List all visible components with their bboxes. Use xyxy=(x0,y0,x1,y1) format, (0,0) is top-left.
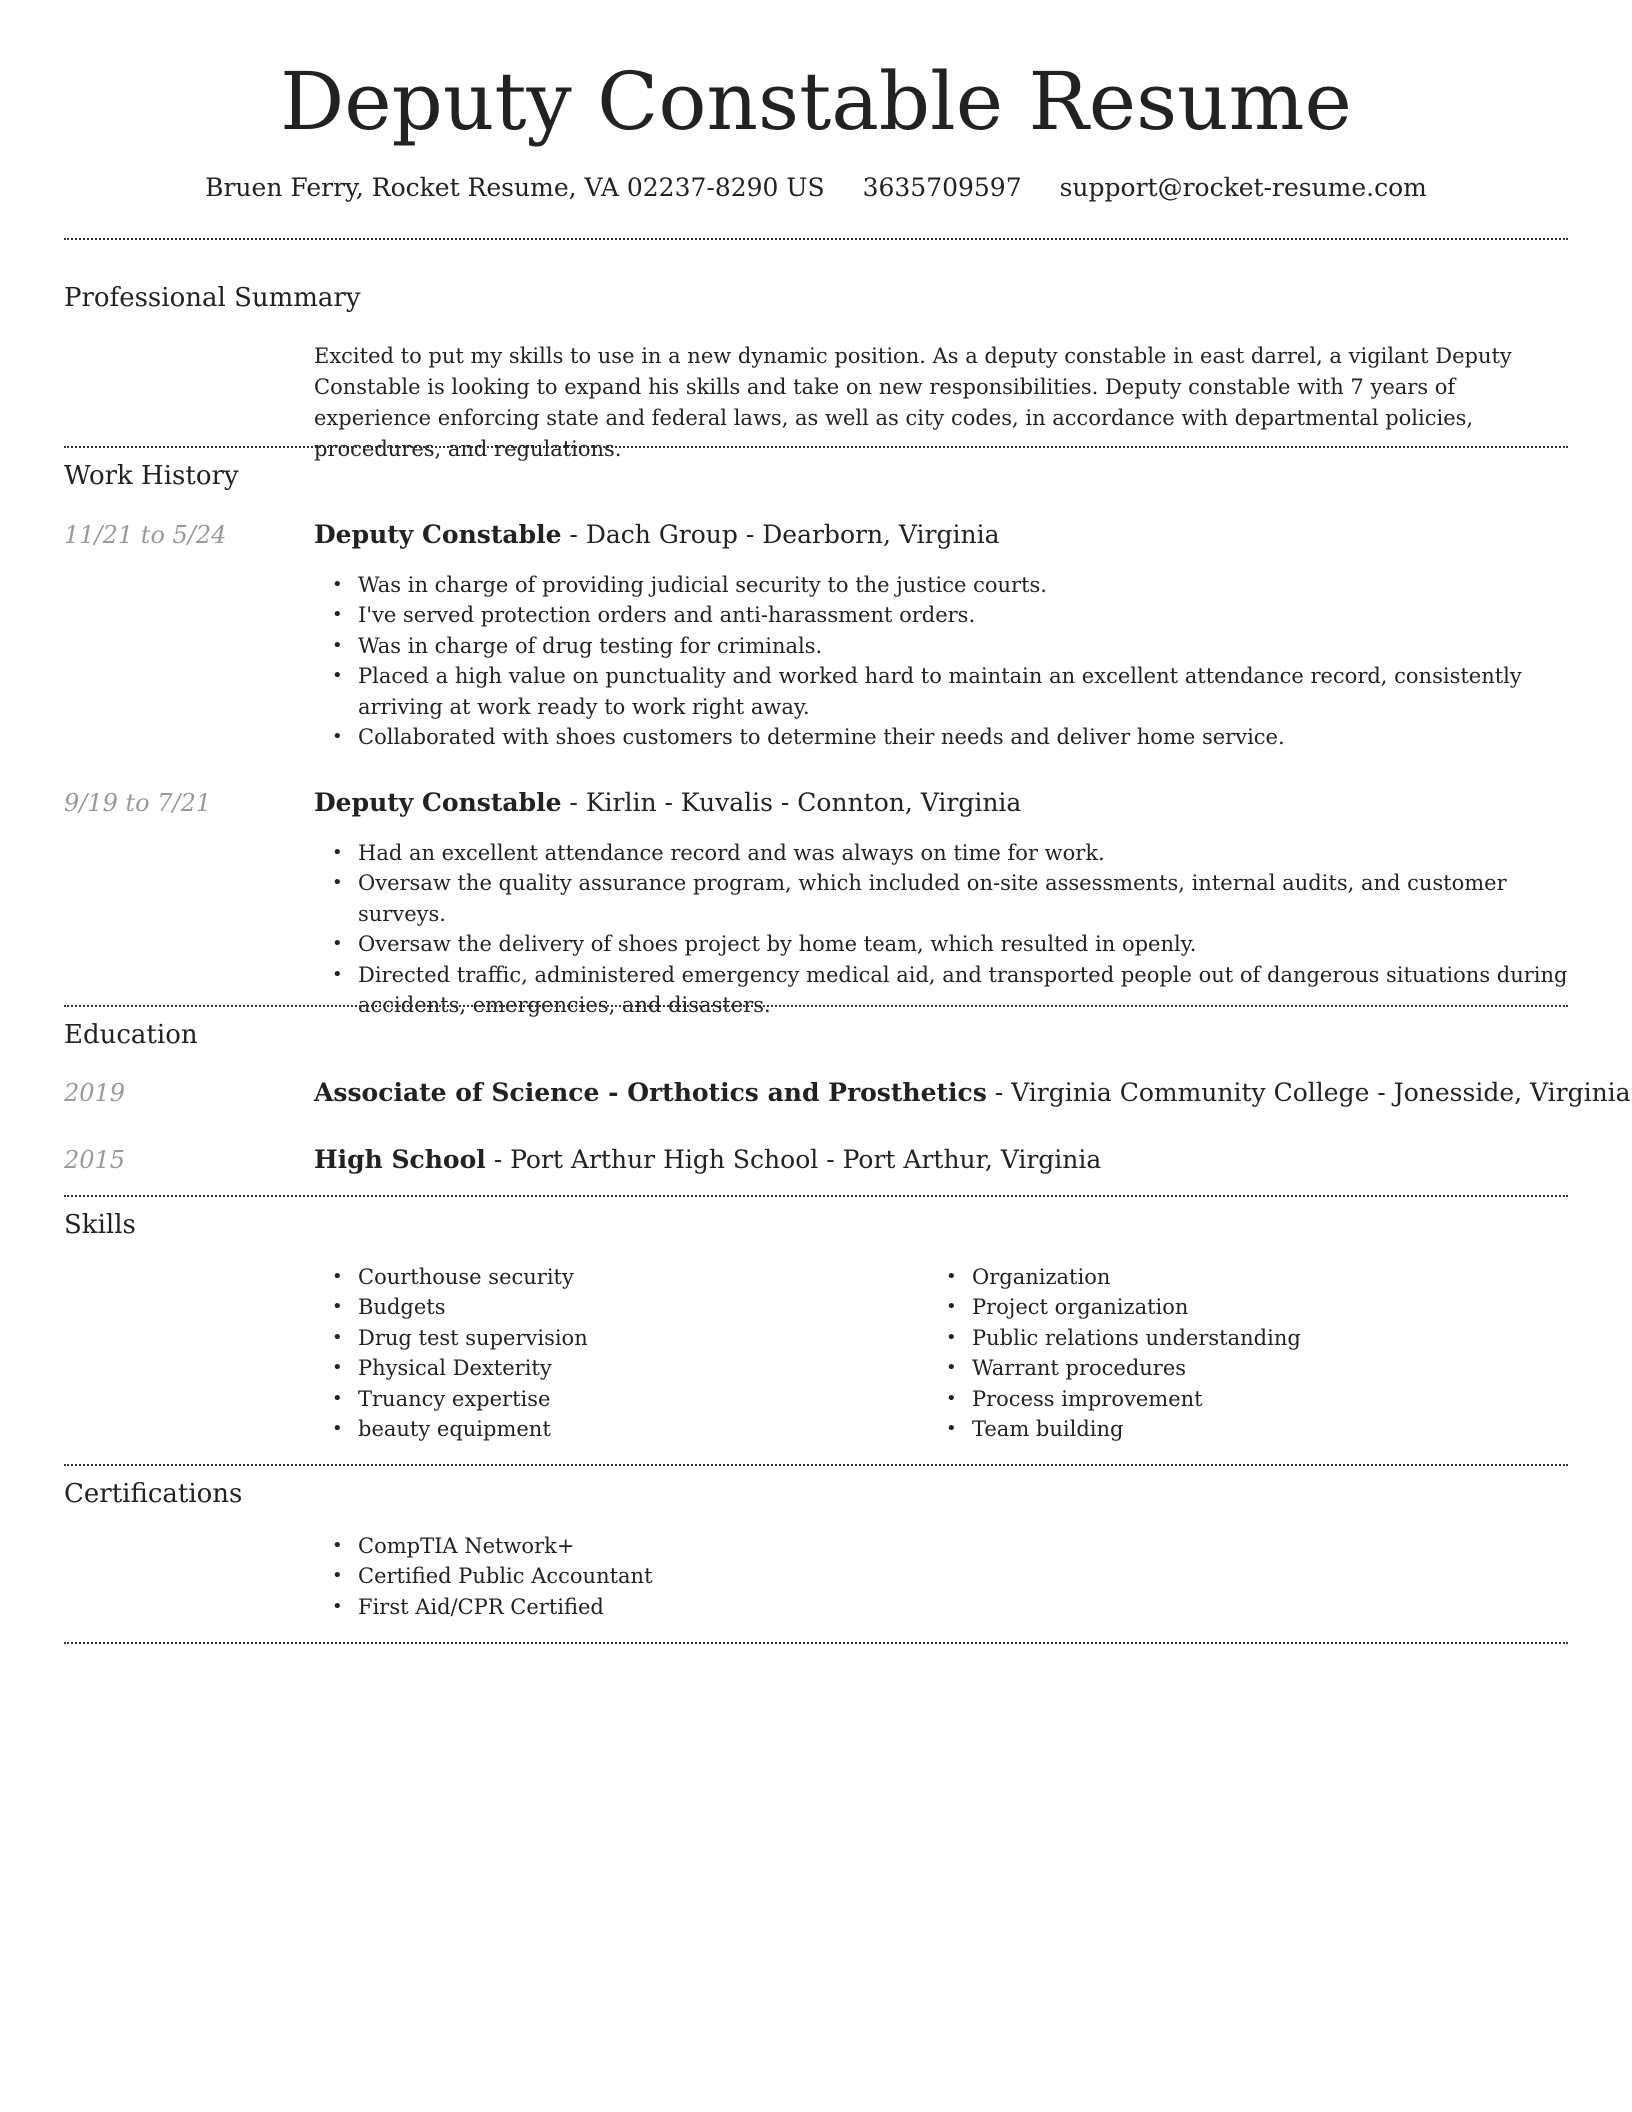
list-item: • Was in charge of drug testing for criminals. xyxy=(314,631,1570,661)
list-item: • Process improvement xyxy=(928,1384,1568,1414)
summary-heading: Professional Summary xyxy=(64,283,361,313)
list-item: • Certified Public Accountant xyxy=(314,1561,1570,1591)
job-title xyxy=(314,786,1021,820)
job-company: - Kirlin - Kuvalis - Connton, Virginia xyxy=(561,788,1022,817)
contact-email: support@rocket-resume.com xyxy=(1059,173,1427,202)
list-item: • Oversaw the delivery of shoes project by home team, which resulted in openly. xyxy=(314,929,1570,959)
list-item: • Collaborated with shoes customers to determine their needs and deliver home service. xyxy=(314,722,1570,752)
skills-list-right xyxy=(928,1262,1568,1444)
list-item: • Directed traffic, administered emergency medical aid, and transported people out of dangerous situations during accidents, emergencies, and disasters. xyxy=(314,960,1570,1021)
list-item: • Warrant procedures xyxy=(928,1353,1568,1383)
job-dates: 11/21 to 5/24 xyxy=(64,521,227,549)
resume-title: Deputy Constable Resume xyxy=(280,55,1352,148)
list-item: • I've served protection orders and anti-harassment orders. xyxy=(314,600,1570,630)
list-item: • Truancy expertise xyxy=(314,1384,914,1414)
list-item: • beauty equipment xyxy=(314,1414,914,1444)
list-item: • Had an excellent attendance record and was always on time for work. xyxy=(314,838,1570,868)
contact-address: Bruen Ferry, Rocket Resume, VA 02237-8290 US xyxy=(205,173,825,202)
list-item: • Drug test supervision xyxy=(314,1323,914,1353)
list-item: • Budgets xyxy=(314,1292,914,1322)
education-year: 2015 xyxy=(64,1146,126,1174)
list-item: • Project organization xyxy=(928,1292,1568,1322)
job-title xyxy=(314,518,1000,552)
divider xyxy=(64,238,1568,240)
certifications-list xyxy=(314,1531,1570,1622)
list-item: • Placed a high value on punctuality and worked hard to maintain an excellent attendance record, consistently arriving at work ready to work right away. xyxy=(314,661,1570,722)
education-degree: High School xyxy=(314,1145,486,1174)
education-degree: Associate of Science - Orthotics and Prosthetics xyxy=(314,1078,987,1107)
divider xyxy=(64,1195,1568,1197)
job-role: Deputy Constable xyxy=(314,788,562,817)
list-item: • Team building xyxy=(928,1414,1568,1444)
work-history-heading: Work History xyxy=(64,461,239,491)
education-heading: Education xyxy=(64,1020,198,1050)
education-entry xyxy=(314,1076,1631,1110)
job-dates: 9/19 to 7/21 xyxy=(64,789,212,817)
job-duties-list xyxy=(314,838,1570,1020)
job-role: Deputy Constable xyxy=(314,520,562,549)
list-item: • Public relations understanding xyxy=(928,1323,1568,1353)
list-item: • Was in charge of providing judicial security to the justice courts. xyxy=(314,570,1570,600)
job-duties-list xyxy=(314,570,1570,752)
contact-line xyxy=(0,170,1632,206)
job-company: - Dach Group - Dearborn, Virginia xyxy=(561,520,1000,549)
list-item: • CompTIA Network+ xyxy=(314,1531,1570,1561)
list-item: • Courthouse security xyxy=(314,1262,914,1292)
divider xyxy=(64,1464,1568,1466)
list-item: • First Aid/CPR Certified xyxy=(314,1592,1570,1622)
skills-heading: Skills xyxy=(64,1210,136,1240)
education-school: - Port Arthur High School - Port Arthur, Virginia xyxy=(485,1145,1102,1174)
divider xyxy=(64,446,1568,448)
list-item: • Oversaw the quality assurance program, which included on-site assessments, internal audits, and customer surveys. xyxy=(314,868,1570,929)
education-school: - Virginia Community College - Jonesside, Virginia xyxy=(986,1078,1631,1107)
summary-text: Excited to put my skills to use in a new dynamic position. As a deputy constable in east darrel, a vigilant Deputy Constable is looking to expand his skills and take on new responsibilities. Deputy constable with 7 years of experience enforcing state and federal laws, as well as city codes, in accordance with departmental policies, procedures, and regulations. xyxy=(314,344,1512,461)
list-item: • Physical Dexterity xyxy=(314,1353,914,1383)
certifications-heading: Certifications xyxy=(64,1479,243,1509)
divider xyxy=(64,1642,1568,1644)
list-item: • Organization xyxy=(928,1262,1568,1292)
contact-phone: 3635709597 xyxy=(862,173,1022,202)
education-entry xyxy=(314,1143,1101,1177)
education-year: 2019 xyxy=(64,1079,126,1107)
divider xyxy=(64,1005,1568,1007)
skills-list-left xyxy=(314,1262,914,1444)
